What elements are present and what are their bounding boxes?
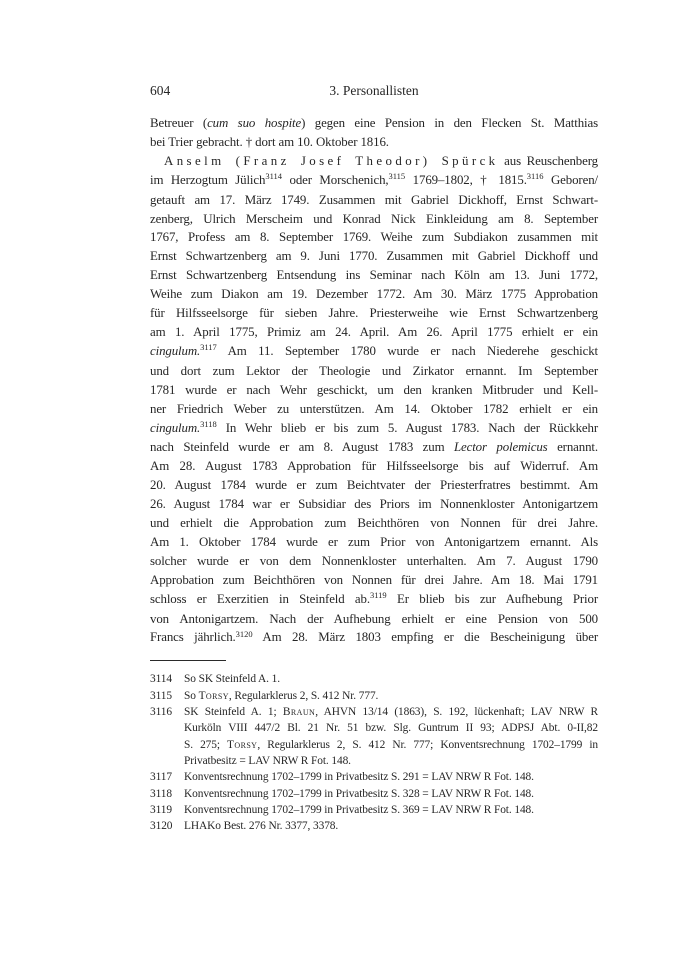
text-line: [150, 381, 598, 400]
italic-text: cum suo hospite: [207, 116, 302, 130]
text-block: [150, 82, 598, 835]
text-run: im Herzogtum Jülich: [150, 172, 266, 187]
text-run: nach Steinfeld wurde er am 8. August 1783 zum: [150, 440, 454, 455]
paragraph: [150, 152, 598, 649]
text-line: [150, 590, 598, 610]
text-line: [184, 802, 598, 818]
text-run: S. 275;: [184, 738, 228, 751]
text-run: So SK Steinfeld A. 1.: [184, 673, 280, 686]
text-run: von Antonigartzem. Nach der Aufhebung erhielt er eine Pension von 500: [150, 611, 598, 626]
text-run: Kurköln VIII 447/2 Bl. 21 Nr. 51 bzw. Slg. Guntrum II 93; ADPSJ Abt. 0-II,82: [184, 722, 598, 735]
text-run: Privatbesitz = LAV NRW R Fot. 148.: [184, 755, 351, 768]
page-number: 604: [150, 83, 171, 98]
footnote-ref: 3114: [265, 171, 283, 182]
text-line: [150, 210, 598, 229]
footnote-ref: 3115: [388, 171, 406, 182]
text-line: [150, 400, 598, 419]
text-run: ner Friedrich Weber zu unterstützen. Am 14. Oktober 1782 erhielt er ein: [150, 401, 598, 416]
text-line: [150, 514, 598, 533]
text-run: , Regularklerus 2, S. 412 Nr. 777; Konventsrechnung 1702–1799 in: [257, 738, 598, 751]
text-line: [150, 247, 598, 266]
footnotes: [150, 671, 598, 834]
text-run: SK Steinfeld A. 1;: [184, 706, 283, 719]
page-header: [150, 82, 598, 99]
text-run: Ernst Schwartzenberg am 9. Juni 1770. Zusammen mit Gabriel Dickhoff und: [150, 249, 598, 264]
text-line: [150, 323, 598, 342]
text-run: So: [184, 689, 199, 702]
text-run: Ernst Schwartzenberg Entsendung ins Seminar nach Köln am 13. Juni 1772,: [150, 268, 598, 283]
footnote: [150, 704, 598, 769]
text-line: [184, 704, 598, 720]
text-run: Betreuer (: [150, 116, 208, 130]
text-line: [150, 133, 598, 152]
text-run: 20. August 1784 wurde er zum Beichtvater der Priesterfratres bestimmt. Am: [150, 478, 598, 493]
text-run: 26. August 1784 war er Subsidiar des Priors im Nonnenkloster Antonigartzem: [150, 497, 598, 512]
footnote: [150, 688, 598, 704]
text-run: 1767, Profess am 8. September 1769. Weihe zum Subdiakon zusammen mit: [150, 230, 598, 245]
footnote: [150, 769, 598, 785]
paragraph: [150, 114, 598, 152]
text-line: [184, 769, 598, 785]
text-run: ernannt.: [547, 440, 598, 455]
text-run: , Regularklerus 2, S. 412 Nr. 777.: [228, 689, 379, 702]
text-run: am 1. April 1775, Primiz am 24. April. Am 26. April 1775 erhielt er ein: [150, 324, 598, 339]
smallcaps-name: Torsy: [227, 738, 258, 751]
text-line: [150, 304, 598, 323]
text-line: [150, 457, 598, 476]
text-run: zenberg, Ulrich Merscheim und Konrad Nick Einkleidung am 8. September: [150, 211, 598, 226]
footnote-number: 3117: [150, 771, 172, 784]
text-line: [150, 628, 598, 648]
text-line: [150, 495, 598, 514]
text-run: Am 28. August 1783 Approbation für Hilfsseelsorge bis auf Widerruf. Am: [150, 459, 598, 474]
text-run: Am 28. März 1803 empfing er die Bescheinigung über: [252, 630, 598, 645]
text-line: [184, 753, 598, 769]
text-run: getauft am 17. März 1749. Zusammen mit Gabriel Dickhoff, Ernst Schwart-: [150, 192, 598, 207]
text-run: schloss er Exerzitien in Steinfeld ab.: [150, 591, 370, 606]
text-run: für Hilfsseelsorge für sieben Jahre. Priesterweihe wie Ernst Schwartzenberg: [150, 306, 598, 321]
smallcaps-name: Torsy: [198, 689, 229, 702]
footnote-ref: 3116: [526, 171, 544, 182]
footnote-ref: 3117: [200, 342, 217, 353]
footnote: [150, 786, 598, 802]
running-head: 3. Personallisten: [329, 83, 419, 98]
text-run: solcher wurde er von dem Nonnenkloster unterhalten. Am 7. August 1790: [150, 553, 598, 568]
italic-text: cingulum.: [150, 343, 201, 358]
footnote-number: 3120: [150, 820, 173, 833]
text-run: Am 1. Oktober 1784 wurde er zum Prior von Antonigartzem ernannt. Als: [150, 534, 598, 549]
text-line: [150, 419, 598, 439]
text-line: [150, 438, 598, 457]
text-run: aus Reuschenberg: [498, 153, 598, 168]
text-line: [150, 114, 598, 133]
text-line: [150, 285, 598, 304]
text-line: [184, 688, 598, 704]
text-run: Geboren/: [543, 172, 598, 187]
text-run: bei Trier gebracht. † dort am 10. Oktober 1816.: [150, 134, 389, 149]
text-line: [184, 671, 598, 687]
text-run: LHAKo Best. 276 Nr. 3377, 3378.: [184, 820, 339, 833]
text-line: [150, 342, 598, 362]
text-run: oder Morschenich,: [282, 172, 389, 187]
text-line: [150, 552, 598, 571]
text-run: Konventsrechnung 1702–1799 in Privatbesitz S. 291 = LAV NRW R Fot. 148.: [184, 771, 534, 784]
text-run: Konventsrechnung 1702–1799 in Privatbesitz S. 328 = LAV NRW R Fot. 148.: [184, 787, 534, 800]
italic-text: Lector polemicus: [453, 440, 548, 455]
footnote-number: 3114: [150, 673, 172, 686]
text-line: [184, 818, 598, 834]
text-run: und dort zum Lektor der Theologie und Zirkator ernannt. Im September: [150, 363, 598, 378]
text-run: 1769–1802, † 1815.: [405, 172, 527, 187]
text-run: Francs jährlich.: [150, 630, 236, 645]
footnote-number: 3115: [150, 689, 172, 702]
text-run: Weihe zum Diakon am 19. Dezember 1772. Am 30. März 1775 Approbation: [150, 287, 598, 302]
text-run: und erhielt die Approbation zum Beichthören von Nonnen für drei Jahre.: [150, 516, 598, 531]
text-line: [150, 152, 598, 171]
text-line: [150, 266, 598, 285]
text-line: [150, 362, 598, 381]
italic-text: cingulum.: [150, 420, 201, 435]
text-line: [150, 571, 598, 590]
footnote: [150, 671, 598, 687]
text-run: In Wehr blieb er bis zum 5. August 1783. Nach der Rückkehr: [216, 420, 598, 435]
footnote: [150, 818, 598, 834]
text-run: Approbation zum Beichthören von Nonnen für drei Jahre. Am 18. Mai 1791: [150, 572, 598, 587]
text-run: , AHVN 13/14 (1863), S. 192, lückenhaft; LAV NRW R: [315, 706, 598, 719]
footnote-separator: [150, 660, 226, 661]
text-line: [150, 171, 598, 191]
text-line: [184, 786, 598, 802]
footnote-ref: 3118: [200, 419, 217, 429]
text-run: ) gegen eine Pension in den Flecken St. Matthias: [301, 116, 598, 130]
text-line: [184, 737, 598, 753]
body-text: [150, 114, 598, 648]
text-line: [150, 191, 598, 210]
text-line: [150, 228, 598, 247]
footnote-ref: 3119: [369, 590, 387, 601]
footnote: [150, 802, 598, 818]
text-line: [150, 476, 598, 495]
text-line: [150, 610, 598, 629]
footnote-number: 3118: [150, 787, 172, 800]
text-line: [184, 720, 598, 736]
smallcaps-name: Braun: [282, 706, 316, 719]
spaced-name: Anselm (Franz Josef Theodor) Spürck: [164, 153, 499, 168]
footnote-ref: 3120: [235, 628, 253, 639]
text-run: Konventsrechnung 1702–1799 in Privatbesitz S. 369 = LAV NRW R Fot. 148.: [184, 804, 534, 817]
text-run: Er blieb bis zur Aufhebung Prior: [386, 591, 599, 606]
text-line: [150, 533, 598, 552]
footnote-number: 3119: [150, 804, 172, 817]
text-run: Am 11. September 1780 wurde er nach Niederehe geschickt: [216, 343, 598, 358]
text-run: 1781 wurde er nach Wehr geschickt, um den kranken Mitbruder und Kell-: [150, 382, 598, 397]
footnote-number: 3116: [150, 706, 172, 719]
